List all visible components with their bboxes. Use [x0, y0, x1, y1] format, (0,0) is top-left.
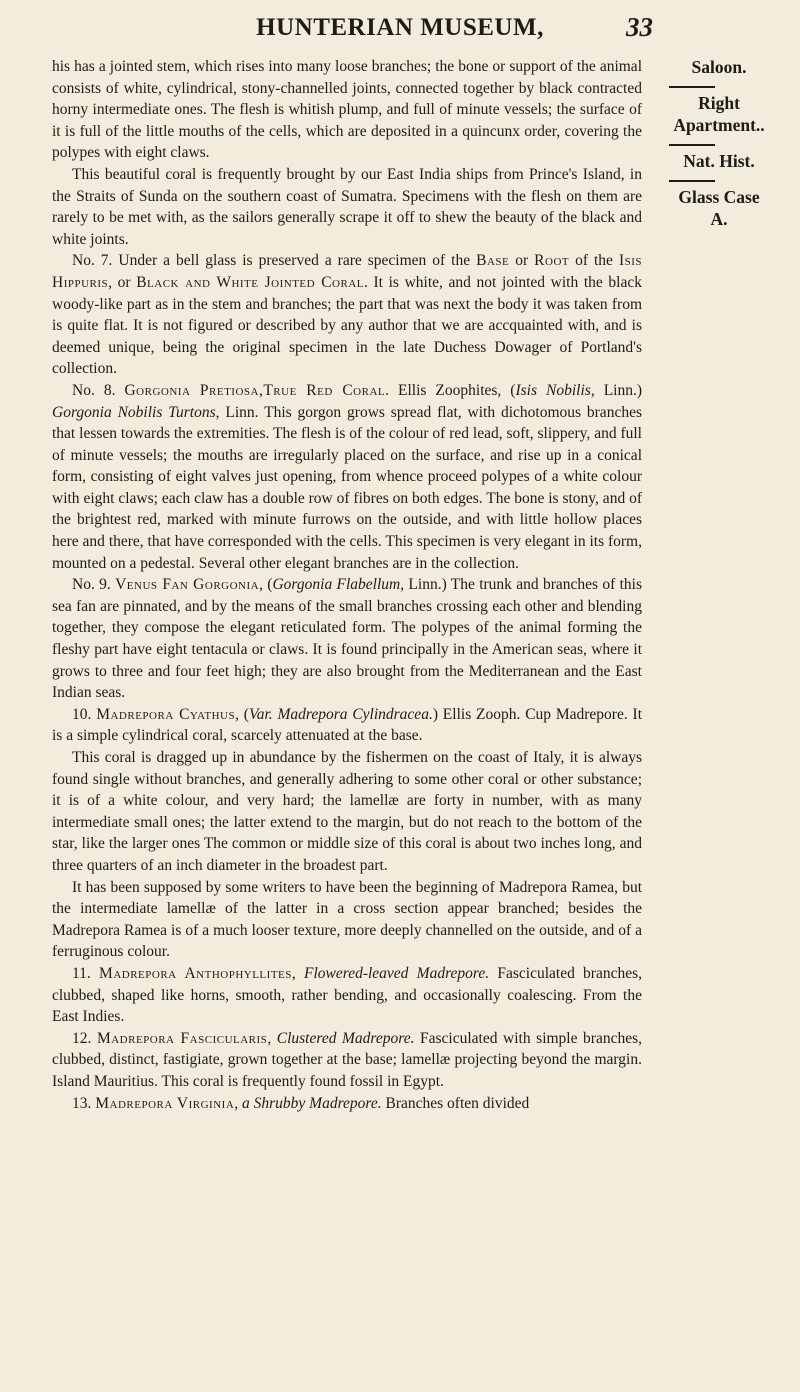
paragraph-no-11: 11. Madrepora Anthophyllites, Flowered-leaved Madrepore. Fasciculated branches, clubbed, shaped like horns, smooth, rather bending, and occasionally coalescing. From the East Indies.: [52, 964, 643, 1026]
running-head: [0, 8, 800, 48]
paragraph-isis-description: his has a jointed stem, which rises into many loose branches; the bone or support of the animal consists of white, cylindrical, stony-channelled joints, connected together by black contracted horny intermediate ones. The flesh is whitish plump, and full of minute vessels; the surface of it is full of the little mouths of the cells, which are deposited in a quincunx order, covering the polypes with eight claws.: [52, 58, 642, 162]
page-number: 33: [626, 12, 653, 42]
margin-note-saloon: Saloon.: [691, 57, 747, 77]
margin-note-case-letter: A.: [710, 209, 728, 229]
margin-notes: [641, 56, 797, 230]
paragraph-no-8: No. 8. Gorgonia Pretiosa,True Red Coral. Ellis Zoophites, (Isis Nobilis, Linn.) Gorgonia Nobilis Turtons, Linn. This gorgon grows spread flat, with dichotomous branches that lessen towards the extremities. The flesh is of the colour of red lead, soft, slippery, and full of minute vessels; the mouths are irregularly placed on the surface, and rise up in a conical form, consisting of eight valves just opening, from whence proceed polypes of a white colour with eight claws; each claw has a double row of fibres on both edges. The bone is stony, and of the brightest red, marked with minute furrows on the outside, and with little hollow places here and there, that have corresponded with the cells. This specimen is very elegant in its form, mounted on a pedestal. Several other elegant branches are in the collection.: [52, 381, 643, 572]
margin-note-apartment: Apartment..: [673, 115, 765, 135]
paragraph-madrepora-ramea: It has been supposed by some writers to have been the beginning of Madrepora Ramea, but the intermediate lamellæ of the latter in a cross section appear branched; besides the Madrepora Ramea is of a much looser texture, more deeply channelled on the outside, and of a ferruginous colour.: [52, 878, 642, 961]
paragraph-no-9: No. 9. Venus Fan Gorgonia, (Gorgonia Flabellum, Linn.) The trunk and branches of this sea fan are pinnated, and by the means of the small branches crossing each other and blending together, they compose the elegant reticulated form. The polypes of the animal forming the fleshy part have eight tentacula or claws. It is found principally in the American seas, where it grows to three and four feet high; they are also brought from the Mediterranean and the East Indian seas.: [52, 576, 643, 702]
paragraph-prince-island: This beautiful coral is frequently brought by our East India ships from Prince's Island, in the Straits of Sunda on the southern coast of Sumatra. Specimens with the flesh on them are rarely to be met with, as the sailors generally scrape it off to shew the beauty of the black and white joints.: [52, 165, 642, 248]
margin-note-nat-hist: Nat. Hist.: [683, 151, 755, 171]
page-title: HUNTERIAN MUSEUM,: [256, 14, 544, 41]
margin-note-right: Right: [698, 93, 740, 113]
margin-note-glass-case: Glass Case: [678, 187, 760, 207]
margin-rule: [669, 180, 715, 182]
paragraph-italy-coral: This coral is dragged up in abundance by the fishermen on the coast of Italy, it is always found single without branches, and generally adhering to some other coral or other substance; it is of a white colour, and very hard; the lamellæ are forty in number, with as many intermediate small ones; the latter extend to the margin, but do not reach to the bottom of the star, like the larger ones The common or middle size of this coral is about two inches long, and three quarters of an inch diameter in the broadest part.: [52, 749, 642, 874]
body-text: [52, 56, 642, 1114]
margin-rule: [669, 86, 715, 88]
margin-rule: [669, 144, 715, 146]
paragraph-no-12: 12. Madrepora Fascicularis, Clustered Madrepore. Fasciculated with simple branches, clubbed, distinct, fastigiate, grown together at the base; lamellæ projecting beyond the margin. Island Mauritius. This coral is frequently found fossil in Egypt.: [52, 1029, 643, 1090]
paragraph-no-13: 13. Madrepora Virginia, a Shrubby Madrepore. Branches often divided: [72, 1094, 530, 1112]
paragraph-no-7: No. 7. Under a bell glass is preserved a rare specimen of the Base or Root of the Isis Hippuris, or Black and White Jointed Coral. It is white, and not jointed with the black woody-like part as in the stem and branches; the part that was next the body it was taken from is quite flat. It is not figured or described by any author that we are accquainted with, and is deemed unique, being the original specimen in the late Duchess Dowager of Portland's collection.: [52, 252, 642, 378]
paragraph-no-10: 10. Madrepora Cyathus, (Var. Madrepora Cylindracea.) Ellis Zooph. Cup Madrepore. It is a simple cylindrical coral, scarcely attenuated at the base.: [52, 705, 643, 745]
